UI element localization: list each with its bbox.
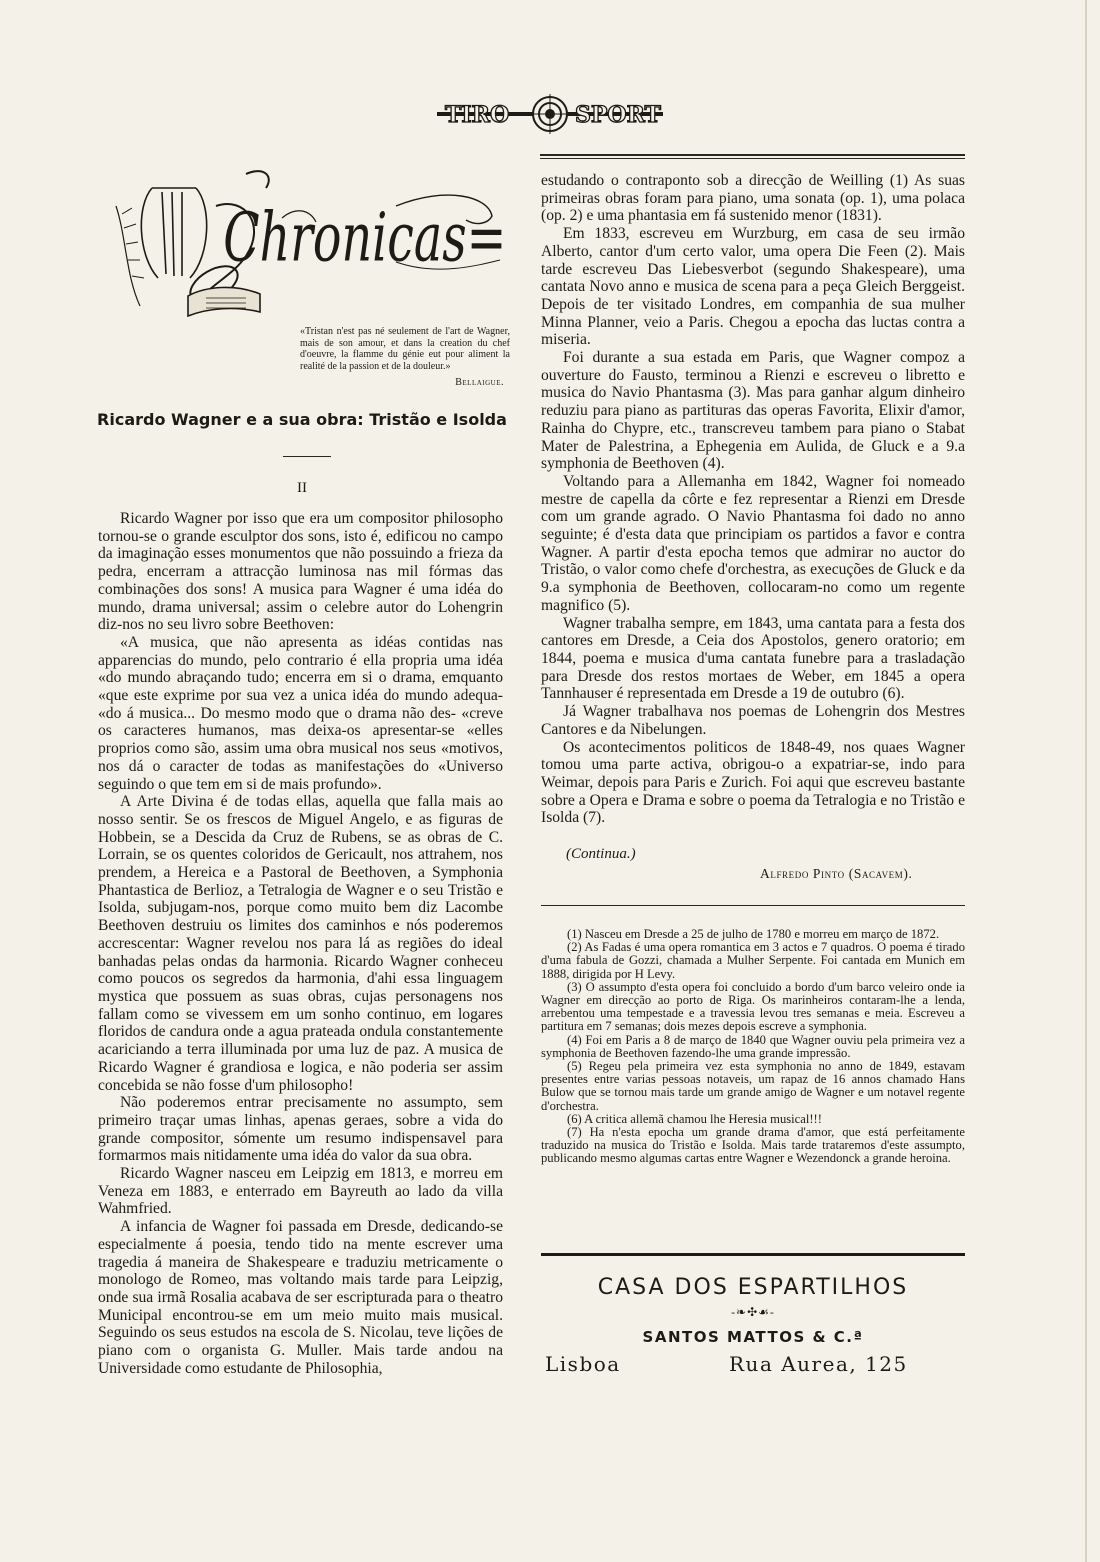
epigraph: «Tristan n'est pas né seulement de l'art de Wagner, mais de son amour, et dans la creation du chef d'oeuvre, la flamme du génie eut pour aliment la realité de la passion et de la douleur.» [300,326,510,372]
footnote: (5) Regeu pela primeira vez esta symphonia no anno de 1849, estavam presentes entre varias pessoas notaveis, um rapaz de 16 annos chamado Hans Bulow que se tornou mais tarde um grande amigo de Wagner e um notavel regente d'orchestra. [541,1059,965,1113]
continued-note: (Continua.) [566,846,636,862]
paragraph: Não poderemos entrar precisamente no assumpto, sem primeiro traçar umas linhas, apenas geraes, sobre a vida do grande compositor, sómente um resumo indispensavel para formarmos mais nitidamente uma idéa do valor da sua obra. [98,1094,503,1165]
masthead-rule [540,158,965,159]
masthead-right: SPORT [575,102,661,128]
footnote: (3) O assumpto d'esta opera foi concluido a bordo d'um barco veleiro onde ia Wagner em direcção ao porto de Riga. Os marinheiros contaram-lhe a lenda, arrebentou uma tempestade e a travessia levou tres semanas e meia. Escreveu a partitura em 7 semanas; dois mezes depois escreve a symphonia. [541,979,965,1034]
section-number: II [297,480,307,496]
article-title: Ricardo Wagner e a sua obra: Tristão e Isolda [97,410,507,429]
quote-paragraph: «A musica, que não apresenta as idéas contidas nas apparencias do mundo, pelo contrario é ella propria uma idéa «do mundo abraçando tudo; encerra em si o drama, emquanto «que este exprime por sua vez a unica idéa do mundo adequa- «do á musica... Do mesmo modo que o drama não des- «creve os caracteres humanos, mas deixa-os apresentar-se «elles proprios como são, assim uma obra musical nos seus «motivos, nos dá o caracter de todas as manifestações do «Universo seguindo o que tem em si de mais profundo». [98,633,503,793]
advert-ornament: -❧✣☙- [731,1305,775,1319]
footnote: (7) Ha n'esta epocha um grande drama d'amor, que está perfeitamente traduzido na musica do Tristão e Isolda. Mais tarde trataremos d'este assumpto, publicando mesmo algumas cartas entre Wagner e Wezendonck a grande heroina. [541,1125,965,1166]
paragraph: Ricardo Wagner por isso que era um compositor philosopho tornou-se o grande esculptor dos sons, isto é, edificou no campo da imaginação esses monumentos que não possuindo a frieza da pedra, encerram a attracção luminosa nas mil fórmas das combinações dos sons! A musica para Wagner é uma idéa do mundo, drama universal; assim o celebre autor do Lohengrin diz-nos no seu livro sobre Beethoven: [98,510,503,634]
author-signature: Alfredo Pinto (Sacavem). [760,866,913,881]
footnote: (2) As Fadas é uma opera romantica em 3 actos e 7 quadros. O poema é tirado d'uma fabula de Gozzi, chamada a Mulher Serpente. Foi cantada em Munich em 1888, dirigida por H Levy. [541,940,965,981]
advert-title: CASA DOS ESPARTILHOS [597,1275,909,1300]
epigraph-author: Bellaigue. [455,377,504,388]
page-edge [1085,0,1087,1562]
advert-rule [541,1253,965,1256]
paragraph: Foi durante a sua estada em Paris, que Wagner compoz a ouverture do Fausto, terminou a Rienzi e escreveu o libretto e musica do Navio Phantasma (3). Mas para ganhar algum dinheiro reduziu para piano as partituras das operas Favorita, Elixir d'amor, Rainha do Chypre, etc., transcreveu tambem para piano o Stabat Mater de Palestrina, a Ephegenia em Aulida, de Gluck e a 9.a symphonia de Beethoven (4). [541,349,965,473]
footnote: (6) A critica allemã chamou lhe Heresia musical!!! [567,1111,822,1126]
paragraph: A infancia de Wagner foi passada em Dresde, dedicando-se especialmente á poesia, tendo tido na mente escrever uma tragedia á maneira de Shakespeare e traduziu metricamente o monologo de Romeo, mas voltando mais tarde para Leipzig, onde sua irmã Rosalia acabava de ser escripturada para o theatro Municipal encontrou-se em um meio muito mais musical. Seguindo os seus estudos na escola de S. Nicolau, teve lições de piano com o organista G. Muller. Mais tarde andou na Universidade como estudante de Philosophia, [98,1218,503,1377]
paragraph: Já Wagner trabalhava nos poemas de Lohengrin dos Mestres Cantores e da Nibelungen. [541,703,965,738]
footnotes [541,928,965,1166]
advert-firm: SANTOS MATTOS & C.ª [642,1328,864,1346]
target-emblem-icon [435,92,665,136]
masthead-rule [540,154,965,156]
lyre-instruments-icon [96,166,508,326]
banner-title: Chronicas= [223,198,507,277]
advert-city: Lisboa [545,1352,621,1376]
paragraph: Voltando para a Allemanha em 1842, Wagner foi nomeado mestre de capella da côrte e fez representar a Rienzi em Dresde com um grande agrado. O Navio Phantasma foi dado no anno seguinte; é d'esta data que principiam os partidos a favor e contra Wagner. A partir d'esta epocha temos que admirar no auctor do Tristão, o valor como chefe d'orchestra, as execuções de Gluck e da 9.a symphonia de Beethoven, collocaram-no como um regente magnifico (5). [541,472,965,614]
title-rule [283,456,331,457]
paragraph: A Arte Divina é de todas ellas, aquella que falla mais ao nosso sentir. Se os frescos de Miguel Angelo, e as figuras de Hobbein, se a Descida da Cruz de Rubens, se as obras de C. Lorrain, se os quentes coloridos de Gericault, nos attrahem, nos prendem, a Hereica e a Pastoral de Beethoven, a Symphonia Phantastica de Berlioz, a Tetralogia de Wagner e o seu Tristão e Isolda, subjugam-nos, porque como muito bem diz Lacombe Beethoven destruiu os limites dos caminhos e nós poderemos accrescentar: Wagner revelou nos para lá as regiões do ideal banhadas pelas ondas da harmonia. Ricardo Wagner conheceu como poucos os segredos da harmonia, d'ahi essa linguagem mystica que possuem as suas obras, cujas personagens nos fallam como se vivessem em um sonho continuo, em logares floridos de candura onde a agua prateada ondula constantemente acariciando a terra illuminada por uma luz de paz. A musica de Ricardo Wagner é grandiosa e logica, e não poderia ser assim concebida se não fosse d'um philosopho! [98,793,503,1094]
advert-address: Rua Aurea, 125 [729,1352,908,1376]
right-column [541,172,965,827]
footnotes-rule [541,905,965,906]
paragraph: Ricardo Wagner nasceu em Leipzig em 1813, e morreu em Veneza em 1883, e enterrado em Bayreuth ao lado da villa Wahmfried. [98,1165,503,1218]
paragraph: Os acontecimentos politicos de 1848-49, nos quaes Wagner tomou uma parte activa, obrigou-o a expatriar-se, indo para Weimar, depois para Paris e Zurich. Foi aqui que escreveu bastante sobre a Opera e Drama e sobre o poema da Tetralogia e no Tristão e Isolda (7). [541,738,965,827]
left-column [98,510,503,1377]
paragraph: estudando o contraponto sob a direcção de Weilling (1) As suas primeiras obras foram para piano, uma sonata (op. 1), uma polaca (op. 2) e uma phantasia em fá sustenido menor (1831). [541,172,965,225]
footnote: (4) Foi em Paris a 8 de março de 1840 que Wagner ouviu pela primeira vez a symphonia de Beethoven fazendo-lhe uma grande impressão. [541,1032,965,1060]
paragraph: Wagner trabalha sempre, em 1843, uma cantata para a festa dos cantores em Dresde, a Ceia dos Apostolos, genero oratorio; em 1844, poema e musica d'uma cantata funebre para a trasladação para Dresde dos restos mortaes de Weber, em 1845 a opera Tannhauser é representada em Dresde a 19 de outubro (6). [541,614,965,703]
paragraph: Em 1833, escreveu em Wurzburg, em casa de seu irmão Alberto, cantor d'um certo valor, uma opera Die Feen (2). Mais tarde escreveu Das Liebesverbot (segundo Shakespeare), uma cantata Novo anno e musica de scena para a peça Gleich Berggeist. Depois de ter visitado Londres, em companhia de sua mulher Minna Planner, veio a Paris. Chegou a epocha das luctas contra a miseria. [541,225,965,349]
footnote: (1) Nasceu em Dresde a 25 de julho de 1780 e morreu em março de 1872. [567,927,940,941]
masthead-logo [435,92,665,136]
masthead-left: TIRO [445,102,510,128]
section-banner [96,166,508,326]
